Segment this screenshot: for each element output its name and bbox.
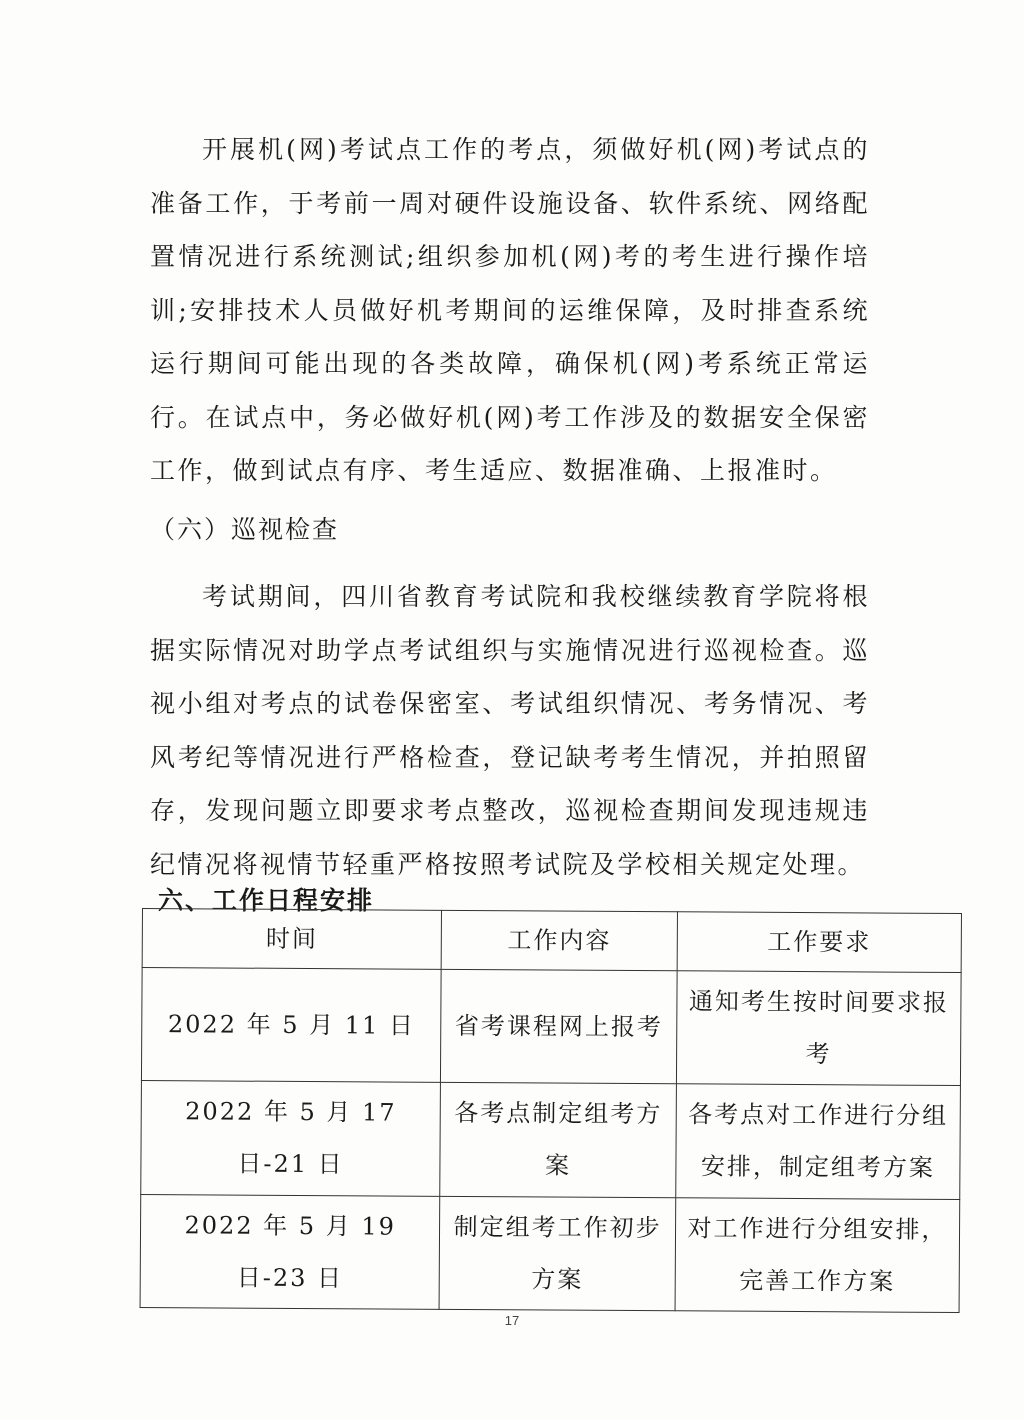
section-heading-schedule: 六、工作日程安排 xyxy=(158,886,375,915)
header-requirement: 工作要求 xyxy=(677,912,961,973)
cell-time: 2022 年 5 月 17 日-21 日 xyxy=(141,1081,441,1196)
cell-content: 省考课程网上报考 xyxy=(441,969,677,1084)
cell-requirement: 通知考生按时间要求报考 xyxy=(676,971,961,1086)
table-row xyxy=(141,968,961,1086)
subheading-inspection: （六）巡视检查 xyxy=(150,515,340,544)
schedule-table xyxy=(140,908,962,1313)
cell-content: 制定组考工作初步方案 xyxy=(439,1196,675,1311)
cell-requirement: 对工作进行分组安排，完善工作方案 xyxy=(675,1197,960,1312)
page-number: 17 xyxy=(504,1313,520,1328)
cell-time: 2022 年 5 月 19 日-23 日 xyxy=(140,1194,440,1309)
paragraph-inspection: 考试期间，四川省教育考试院和我校继续教育学院将根据实际情况对助学点考试组织与实施情况进行巡视检查。巡视小组对考点的试卷保密室、考试组织情况、考务情况、考风考纪等情况进行严格检查，登记缺考考生情况，并拍照留存，发现问题立即要求考点整改，巡视检查期间发现违规违纪情况将视情节轻重严格按照考试院及学校相关规定处理。 xyxy=(150,582,870,879)
cell-requirement: 各考点对工作进行分组安排，制定组考方案 xyxy=(676,1084,961,1199)
cell-content: 各考点制定组考方案 xyxy=(440,1083,676,1198)
paragraph-online-exam: 开展机(网)考试点工作的考点，须做好机(网)考试点的准备工作，于考前一周对硬件设施设备、软件系统、网络配置情况进行系统测试;组织参加机(网)考的考生进行操作培训;安排技术人员做好机考期间的运维保障，及时排查系统运行期间可能出现的各类故障，确保机(网)考系统正常运行。在试点中，务必做好机(网)考工作涉及的数据安全保密工作，做到试点有序、考生适应、数据准确、上报准时。 xyxy=(150,135,870,485)
header-time: 时间 xyxy=(142,909,442,970)
table-row xyxy=(141,1081,961,1199)
table-row xyxy=(140,1194,960,1312)
cell-time: 2022 年 5 月 11 日 xyxy=(141,968,441,1083)
header-content: 工作内容 xyxy=(441,910,677,970)
table-header-row xyxy=(142,909,961,973)
